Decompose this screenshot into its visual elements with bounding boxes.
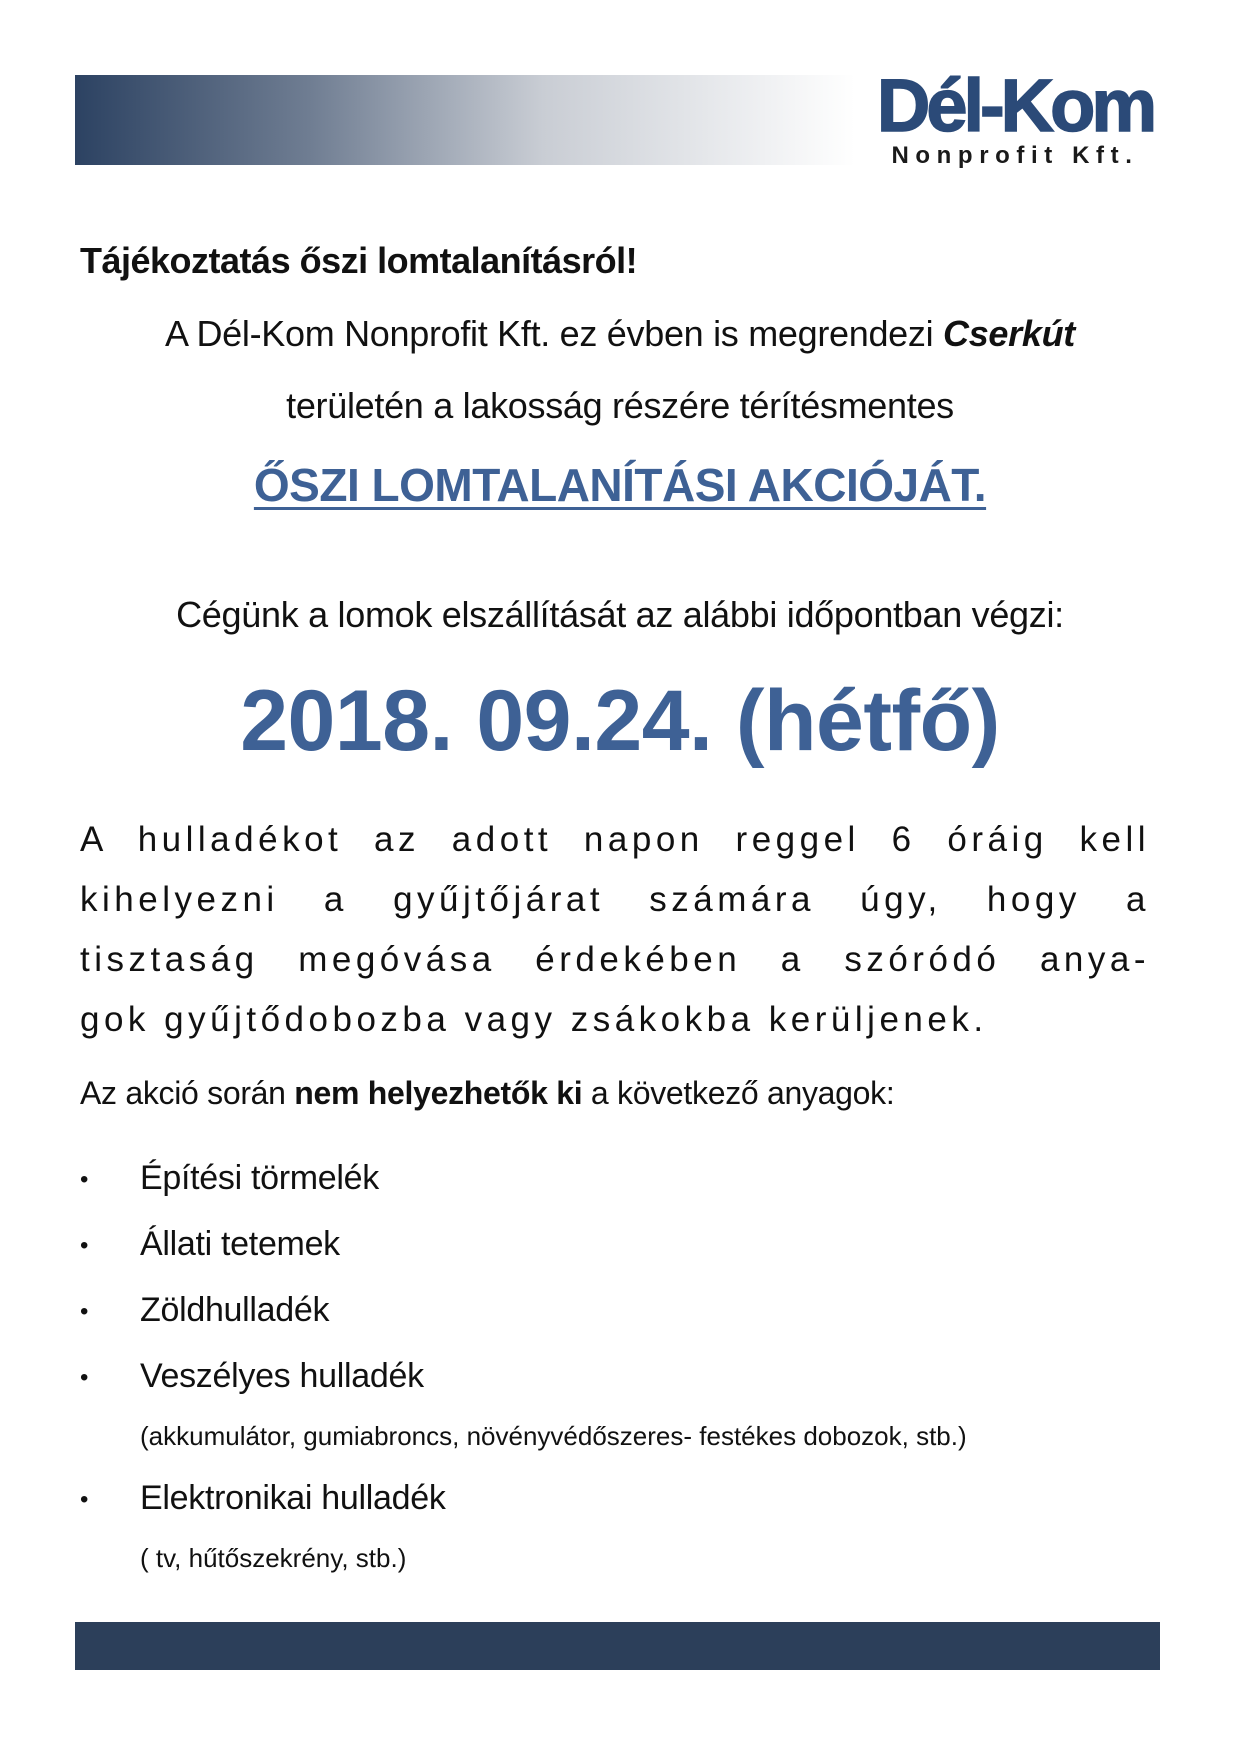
bullet-icon: • — [80, 1486, 89, 1513]
list-item-label: Veszélyes hulladék — [140, 1357, 424, 1395]
bullet-icon: • — [80, 1232, 89, 1259]
intro-text: A Dél-Kom Nonprofit Kft. ez évben is megrendezi — [165, 313, 944, 354]
list-item-note: (akkumulátor, gumiabroncs, növényvédőszeres- festékes dobozok, stb.) — [140, 1421, 967, 1451]
footer-band — [75, 1622, 1160, 1670]
exclusion-text: Az akció során — [80, 1075, 295, 1111]
exclusion-text: a következő anyagok: — [582, 1075, 895, 1111]
list-item-label: Elektronikai hulladék — [140, 1479, 446, 1517]
notice-body — [80, 810, 1150, 1050]
company-logo — [860, 66, 1170, 176]
header-gradient-band — [75, 75, 855, 165]
exclusion-emphasis: nem helyezhetők ki — [294, 1075, 583, 1111]
logo-sub-text: Nonprofit Kft. — [891, 142, 1139, 169]
intro-line-1 — [80, 312, 1160, 356]
collection-date: 2018. 09.24. (hétfő) — [240, 673, 1000, 769]
campaign-heading: ŐSZI LOMTALANÍTÁSI AKCIÓJÁT. — [253, 459, 987, 511]
exclusion-intro — [80, 1075, 894, 1112]
location-name: Cserkút — [943, 313, 1075, 354]
intro-line-2: területén a lakosság részére térítésmentes — [286, 385, 954, 426]
notice-body-line: tisztaság megóvása érdekében a szóródó anya- — [80, 940, 1150, 979]
bullet-icon: • — [80, 1364, 89, 1391]
notice-title: Tájékoztatás őszi lomtalanításról! — [80, 240, 638, 281]
schedule-intro: Cégünk a lomok elszállítását az alábbi időpontban végzi: — [176, 594, 1064, 635]
logo-main-text: Dél-Kom — [876, 64, 1154, 147]
list-item-note: ( tv, hűtőszekrény, stb.) — [140, 1543, 407, 1573]
list-item-label: Zöldhulladék — [140, 1291, 330, 1329]
notice-body-line: gok gyűjtődobozba vagy zsákokba kerüljenek. — [80, 1000, 988, 1039]
list-item-label: Állati tetemek — [140, 1225, 340, 1263]
list-item-label: Építési törmelék — [140, 1159, 379, 1197]
bullet-icon: • — [80, 1298, 89, 1325]
bullet-icon: • — [80, 1166, 89, 1193]
notice-body-line: kihelyezni a gyűjtőjárat számára úgy, hogy a — [80, 880, 1150, 919]
notice-body-line: A hulladékot az adott napon reggel 6 óráig kell — [80, 820, 1150, 859]
